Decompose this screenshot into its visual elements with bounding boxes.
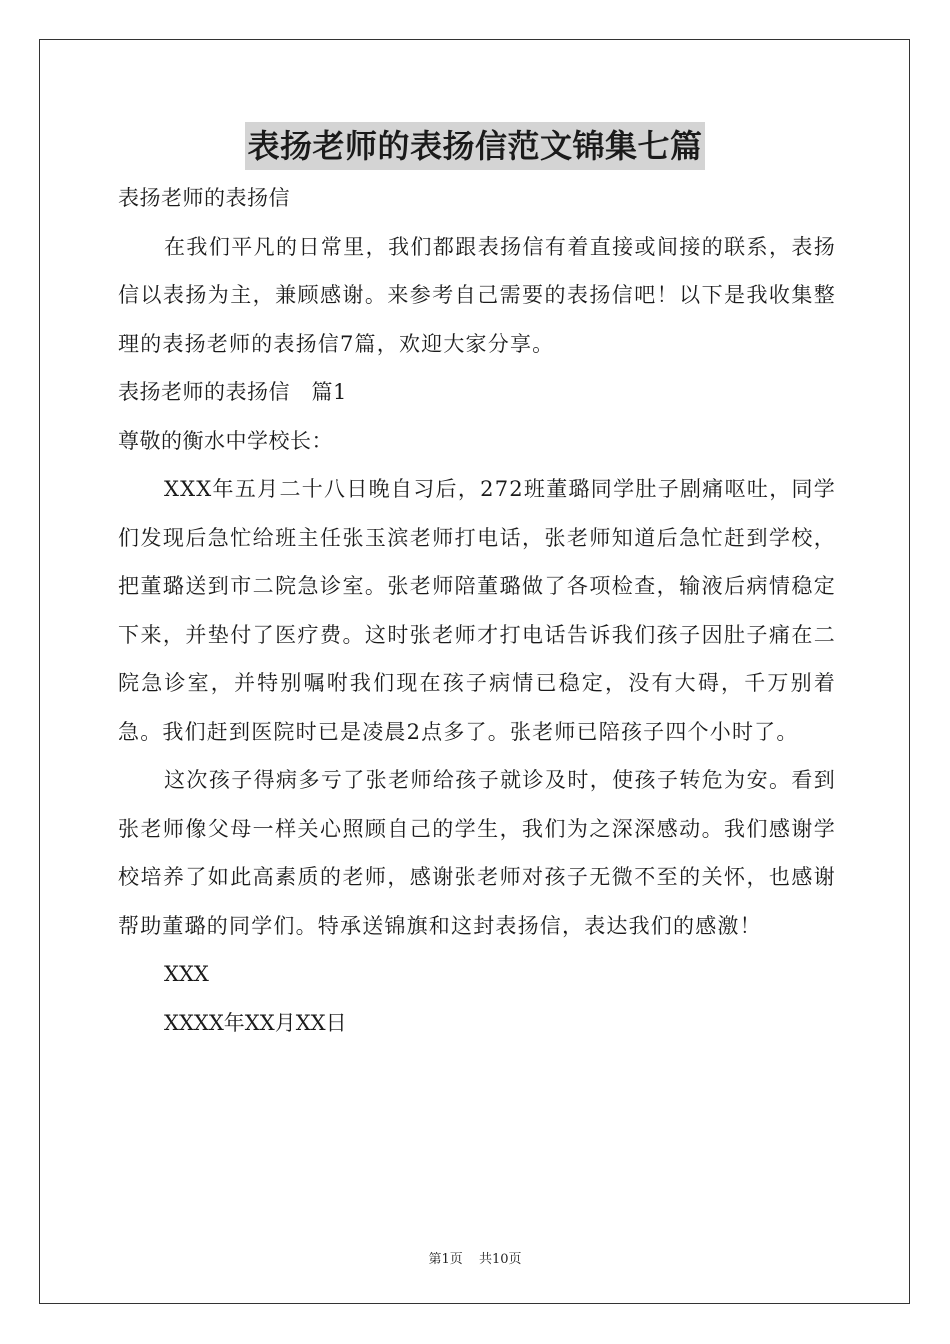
- signature: XXX: [164, 962, 209, 986]
- subtitle: 表扬老师的表扬信: [118, 186, 290, 210]
- body-paragraph-2: 这次孩子得病多亏了张老师给孩子就诊及时，使孩子转危为安。看到张老师像父母一样关心照顾自己的学生，我们为之深深感动。我们感谢学校培养了如此高素质的老师，感谢张老师对孩子无微不至的关怀，也感谢帮助董璐的同学们。特承送锦旗和这封表扬信，表达我们的感激！: [118, 768, 836, 938]
- intro-paragraph: 在我们平凡的日常里，我们都跟表扬信有着直接或间接的联系，表扬信以表扬为主，兼顾感谢。来参考自己需要的表扬信吧！以下是我收集整理的表扬老师的表扬信7篇，欢迎大家分享。: [118, 234, 836, 356]
- document-body: [118, 174, 836, 1047]
- document-title: 表扬老师的表扬信范文锦集七篇: [245, 122, 704, 170]
- page-footer: [0, 1248, 950, 1267]
- title-container: [0, 122, 950, 170]
- page-number-current: 第1页: [428, 1252, 463, 1267]
- section-heading: 表扬老师的表扬信 篇1: [118, 380, 347, 404]
- body-paragraph-1: XXX年五月二十八日晚自习后，272班董璐同学肚子剧痛呕吐，同学们发现后急忙给班主任张玉滨老师打电话，张老师知道后急忙赶到学校，把董璐送到市二院急诊室。张老师陪董璐做了各项检查，输液后病情稳定下来，并垫付了医疗费。这时张老师才打电话告诉我们孩子因肚子痛在二院急诊室，并特别嘱咐我们现在孩子病情已稳定，没有大碍，千万别着急。我们赶到医院时已是凌晨2点多了。张老师已陪孩子四个小时了。: [118, 477, 836, 744]
- date: XXXX年XX月XX日: [164, 1010, 347, 1035]
- page-number-total: 共10页: [478, 1252, 522, 1267]
- salutation: 尊敬的衡水中学校长：: [118, 428, 333, 453]
